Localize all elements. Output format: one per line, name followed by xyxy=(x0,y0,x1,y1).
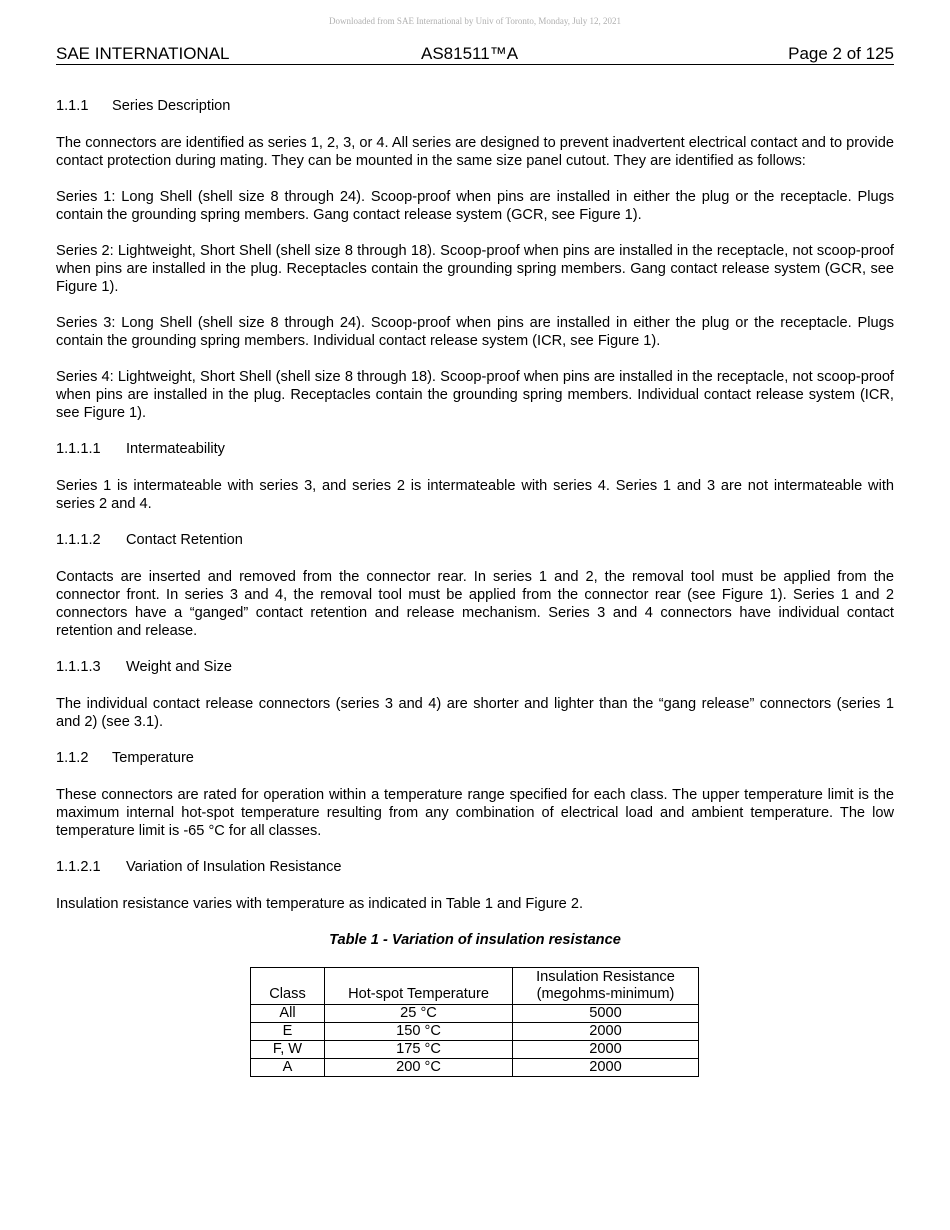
paragraph: Series 4: Lightweight, Short Shell (shell size 8 through 18). Scoop-proof when pins are installed in the receptacle, not scoop-proof when pins are installed in the plug. Receptacles contain the grounding spring members. Individual contact release system (ICR, see Figure 1). xyxy=(56,369,894,421)
table-caption: Table 1 - Variation of insulation resistance xyxy=(329,932,621,948)
section-heading xyxy=(56,858,894,876)
column-header-class: Class xyxy=(251,968,325,1005)
table-row xyxy=(251,1059,699,1077)
document-body xyxy=(56,97,894,1077)
section-number: 1.1.1.3 xyxy=(56,659,101,675)
paragraph: Series 1: Long Shell (shell size 8 through 24). Scoop-proof when pins are installed in either the plug or the receptacle. Plugs contain the grounding spring members. Gang contact release system (GCR, see Figure 1). xyxy=(56,189,894,223)
table-cell: 25 °C xyxy=(325,1005,513,1023)
section-title: Contact Retention xyxy=(126,532,243,548)
section-title: Weight and Size xyxy=(126,659,233,675)
table-cell: 200 °C xyxy=(325,1059,513,1077)
section-heading xyxy=(56,440,894,458)
table-row xyxy=(251,1005,699,1023)
insulation-resistance-table xyxy=(250,967,699,1077)
table-cell: A xyxy=(251,1059,325,1077)
paragraph: The individual contact release connectors (series 3 and 4) are shorter and lighter than the “gang release” connectors (series 1 and 2) (see 3.1). xyxy=(56,696,894,730)
table-cell: 175 °C xyxy=(325,1041,513,1059)
table-row xyxy=(251,1041,699,1059)
section-heading xyxy=(56,658,894,676)
table-cell: 2000 xyxy=(513,1041,699,1059)
table-cell: 5000 xyxy=(513,1005,699,1023)
column-header-resistance-line2: (megohms-minimum) xyxy=(536,986,675,1002)
header-doc-id: AS81511™A xyxy=(421,44,519,63)
table-cell: 2000 xyxy=(513,1059,699,1077)
header-page-number: Page 2 of 125 xyxy=(788,44,894,63)
header-org: SAE INTERNATIONAL xyxy=(56,44,230,63)
paragraph: These connectors are rated for operation within a temperature range specified for each class. The upper temperature limit is the maximum internal hot-spot temperature resulting from any combination of electrical load and ambient temperature. The low temperature limit is -65 °C for all classes. xyxy=(56,787,894,839)
section-title: Intermateability xyxy=(126,441,225,457)
column-header-resistance-line1: Insulation Resistance xyxy=(536,969,675,985)
column-header-resistance xyxy=(513,968,699,1005)
section-number: 1.1.2 xyxy=(56,750,89,766)
section-title: Series Description xyxy=(112,98,231,114)
section-heading xyxy=(56,531,894,549)
paragraph: Series 2: Lightweight, Short Shell (shell size 8 through 18). Scoop-proof when pins are installed in the receptacle, not scoop-proof when pins are installed in the plug. Receptacles contain the grounding spring members. Gang contact release system (GCR, see Figure 1). xyxy=(56,243,894,295)
table-cell: 150 °C xyxy=(325,1023,513,1041)
paragraph: Series 1 is intermateable with series 3, and series 2 is intermateable with series 4. Series 1 and 3 are not intermateable with series 2 and 4. xyxy=(56,478,894,512)
section-title: Variation of Insulation Resistance xyxy=(126,859,342,875)
section-title: Temperature xyxy=(112,750,194,766)
section-heading xyxy=(56,97,894,115)
paragraph: The connectors are identified as series 1, 2, 3, or 4. All series are designed to prevent inadvertent electrical contact and to provide contact protection during mating. They can be mounted in the same size panel cutout. They are identified as follows: xyxy=(56,135,894,169)
column-header-temperature: Hot-spot Temperature xyxy=(325,968,513,1005)
section-heading xyxy=(56,749,894,767)
paragraph: Series 3: Long Shell (shell size 8 through 24). Scoop-proof when pins are installed in either the plug or the receptacle. Plugs contain the grounding spring members. Individual contact release system (ICR, see Figure 1). xyxy=(56,315,894,349)
table-header-row xyxy=(251,968,699,1005)
paragraph: Contacts are inserted and removed from the connector rear. In series 1 and 2, the removal tool must be applied from the connector front. In series 3 and 4, the removal tool must be applied from the connector rear (see Figure 1). Series 1 and 2 connectors have a “ganged” contact retention and release mechanism. Series 3 and 4 connectors have individual contact retention and release. xyxy=(56,569,894,639)
download-watermark: Downloaded from SAE International by Univ of Toronto, Monday, July 12, 2021 xyxy=(328,16,622,26)
section-number: 1.1.1 xyxy=(56,98,89,114)
section-number: 1.1.2.1 xyxy=(56,859,101,875)
section-number: 1.1.1.2 xyxy=(56,532,101,548)
table-row xyxy=(251,1023,699,1041)
table-cell: E xyxy=(251,1023,325,1041)
table-cell: All xyxy=(251,1005,325,1023)
paragraph: Insulation resistance varies with temperature as indicated in Table 1 and Figure 2. xyxy=(56,896,584,912)
page-header xyxy=(56,44,894,65)
table-cell: F, W xyxy=(251,1041,325,1059)
section-number: 1.1.1.1 xyxy=(56,441,101,457)
table-cell: 2000 xyxy=(513,1023,699,1041)
